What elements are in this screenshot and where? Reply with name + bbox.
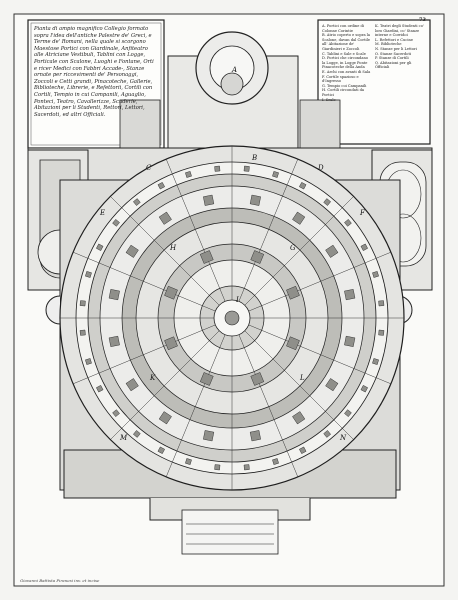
legend-entry: P. Stanze di Cortili <box>375 56 409 61</box>
plan-letter: M <box>120 434 128 442</box>
plan-letter: F <box>360 209 365 217</box>
plan-letter: G <box>290 244 296 252</box>
plan-room <box>250 195 261 206</box>
legend-entry: A. Portici con ordine di Colonne Corintie <box>322 24 364 33</box>
plan-room <box>379 301 384 306</box>
plan-letter: L <box>300 374 305 382</box>
legend-entry: G. Tempio coi Campanili <box>322 83 367 88</box>
plan-room <box>203 195 214 206</box>
plan-room <box>215 166 220 171</box>
legend-entry: L. Refettori e Cucine <box>375 37 413 42</box>
plan-letter: C <box>146 164 152 172</box>
plate-number: 73 <box>419 17 426 23</box>
legend-entry: D. Portici che circondano la Logge, in Logge Ponte Pinacoteche della Anda <box>322 56 368 70</box>
plan-room <box>80 301 85 306</box>
plan-letter: B <box>252 154 258 162</box>
plan-letter: I <box>236 296 239 304</box>
plan-room <box>344 289 355 300</box>
legend-entry: K. Teatri degli Studenti co' loro Giardini, co' Stanze interne e Corridoi <box>375 24 424 38</box>
plan-room <box>244 465 249 470</box>
legend-entry: O. Stanze Sacerdoti <box>375 51 412 56</box>
plan-letter: N <box>340 434 347 442</box>
plan-room <box>344 336 355 347</box>
legend-right-column <box>375 24 425 70</box>
plan-letter: E <box>100 209 106 217</box>
legend-left-column <box>322 24 372 102</box>
legend-entry: E. Archi con avanti di Sala <box>322 69 371 74</box>
plan-letter: H <box>170 244 177 252</box>
legend-entry: B. Atrio coperto e sopra la Scalone, davan dal Cortile all' Abitazione de' Giardinieri e Zoccoli <box>322 33 371 51</box>
engraver-signature: Giovanni Battista Piranesi inv. et incise <box>20 578 100 583</box>
legend-entry: I. Scale <box>322 97 336 102</box>
legend-entry: H. Cortili circondati da Portici <box>322 88 365 97</box>
legend-entry: F. Cortile spazioso e d'Ingresso <box>322 74 359 84</box>
plan-room <box>379 330 384 335</box>
legend-entry: C. Tablini e Sale e Scale <box>322 51 366 56</box>
plan-letter: K <box>150 374 156 382</box>
plan-letter: D <box>318 164 324 172</box>
plan-room <box>109 289 120 300</box>
plan-room <box>250 430 261 441</box>
title-inscription: Pianta di ampio magnifico Collegio formato sopra l'idea dell'antiche Palestre de' Greci, e Terme de' Romani, nella quale si scorgono Maestose Portici con Giardinale, Anfiteatro alle Atriciane Vestibuli, Tablini con Logge, Porticale con Scalone, Luoghi e Fontane, Orti e ricer Medici con Fabbri Accade-, Stanze ornate per riccevimenti de' Personaggi, Zoccoli e Cetti grandi, Pinacoteche, Gallerie, Biblioteche, Librerie, e Refettorii, Cortili con Cortili, Tempio in cui Campanili, Aguaglio, Ponteci, Teatro, Cavallerizze, Scuderie, Abitazioni per li Studenti, Rettori, Lettori, Sacerdoti, ed altri Officiali. <box>34 26 154 118</box>
legend-entry: N. Stanze per li Lettori <box>375 46 417 51</box>
plan-room <box>80 330 85 335</box>
legend-entry: M. Biblioteche <box>375 42 402 47</box>
plan-room <box>215 465 220 470</box>
plan-room <box>109 336 120 347</box>
plan-room <box>203 430 214 441</box>
legend-entry: Q. Abitazioni per gli Officiali <box>375 60 412 70</box>
legend-panel <box>322 17 426 140</box>
plan-room <box>244 166 249 171</box>
plan-letter: A <box>232 66 238 74</box>
